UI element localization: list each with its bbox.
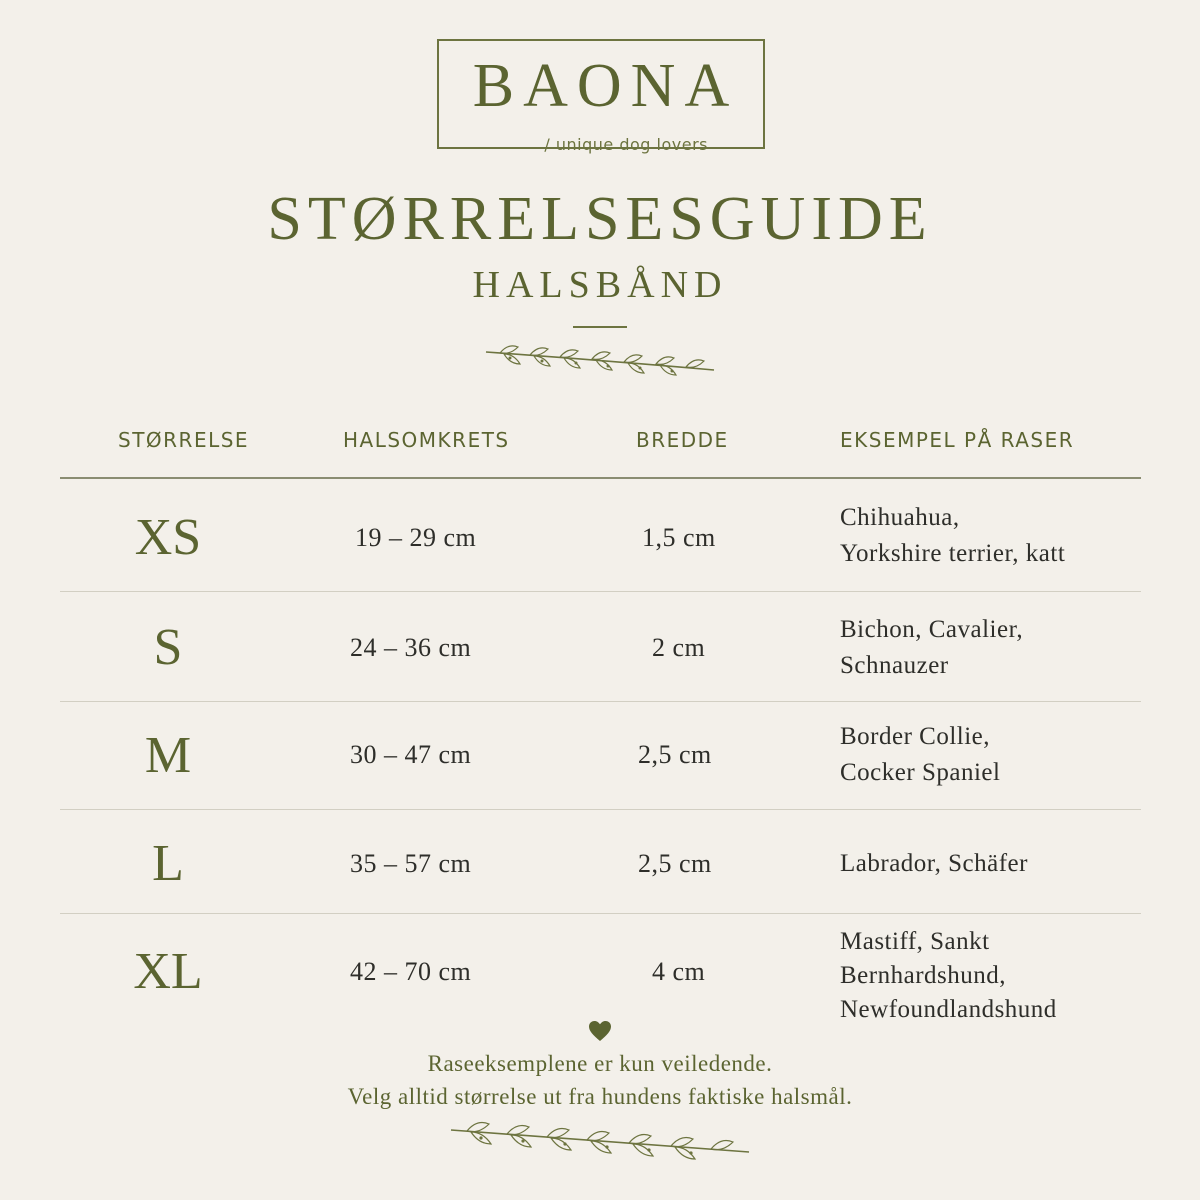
width-s: 2 cm xyxy=(652,633,706,662)
width-m: 2,5 cm xyxy=(638,740,712,769)
footnote-line-2: Velg alltid størrelse ut fra hundens faktiske halsmål. xyxy=(347,1084,853,1109)
leaf-sprig-top-icon xyxy=(480,342,720,392)
breed-line: Mastiff, Sankt xyxy=(840,928,990,955)
breeds-s xyxy=(840,612,1140,684)
row-divider xyxy=(60,913,1141,914)
neck-xl: 42 – 70 cm xyxy=(350,957,472,986)
header-size: STØRRELSE xyxy=(118,428,250,452)
logo-tagline: / unique dog lovers xyxy=(544,135,708,154)
breeds-xs xyxy=(840,500,1140,572)
size-s: S xyxy=(153,619,183,676)
breed-line: Cocker Spaniel xyxy=(840,759,1001,786)
size-xs: XS xyxy=(134,509,202,566)
neck-s: 24 – 36 cm xyxy=(350,633,472,662)
breed-line: Bichon, Cavalier, xyxy=(840,616,1024,643)
width-l: 2,5 cm xyxy=(638,849,712,878)
neck-xs: 19 – 29 cm xyxy=(355,523,477,552)
breed-line: Labrador, Schäfer xyxy=(840,850,1028,877)
row-divider xyxy=(60,701,1141,702)
breed-line: Chihuahua, xyxy=(840,504,960,531)
size-m: M xyxy=(144,727,192,784)
size-l: L xyxy=(152,835,184,892)
breeds-m xyxy=(840,719,1140,791)
heart-icon xyxy=(588,1020,612,1042)
leaf-sprig-bottom-icon xyxy=(445,1118,755,1173)
breed-line: Border Collie, xyxy=(840,723,991,750)
breed-line: Bernhardshund, xyxy=(840,962,1006,989)
size-xl: XL xyxy=(133,943,203,1000)
header-breeds: EKSEMPEL PÅ RASER xyxy=(840,428,1075,452)
breed-line: Schnauzer xyxy=(840,652,949,679)
row-divider xyxy=(60,809,1141,810)
page-subtitle: HALSBÅND xyxy=(472,264,728,306)
neck-m: 30 – 47 cm xyxy=(350,740,472,769)
title-divider xyxy=(573,326,627,328)
width-xs: 1,5 cm xyxy=(642,523,716,552)
breeds-xl xyxy=(840,925,1140,1027)
page-title: STØRRELSESGUIDE xyxy=(267,185,933,253)
width-xl: 4 cm xyxy=(652,957,706,986)
breeds-l xyxy=(840,846,1140,882)
logo xyxy=(437,39,765,154)
header-divider xyxy=(60,477,1141,479)
header-neck: HALSOMKRETS xyxy=(343,428,510,452)
breed-line: Newfoundlandshund xyxy=(840,996,1057,1023)
row-divider xyxy=(60,591,1141,592)
breed-line: Yorkshire terrier, katt xyxy=(840,540,1066,567)
footnote-line-1: Raseeksemplene er kun veiledende. xyxy=(427,1051,773,1076)
header-width: BREDDE xyxy=(636,428,729,452)
logo-name: BAONA xyxy=(472,52,739,120)
neck-l: 35 – 57 cm xyxy=(350,849,472,878)
